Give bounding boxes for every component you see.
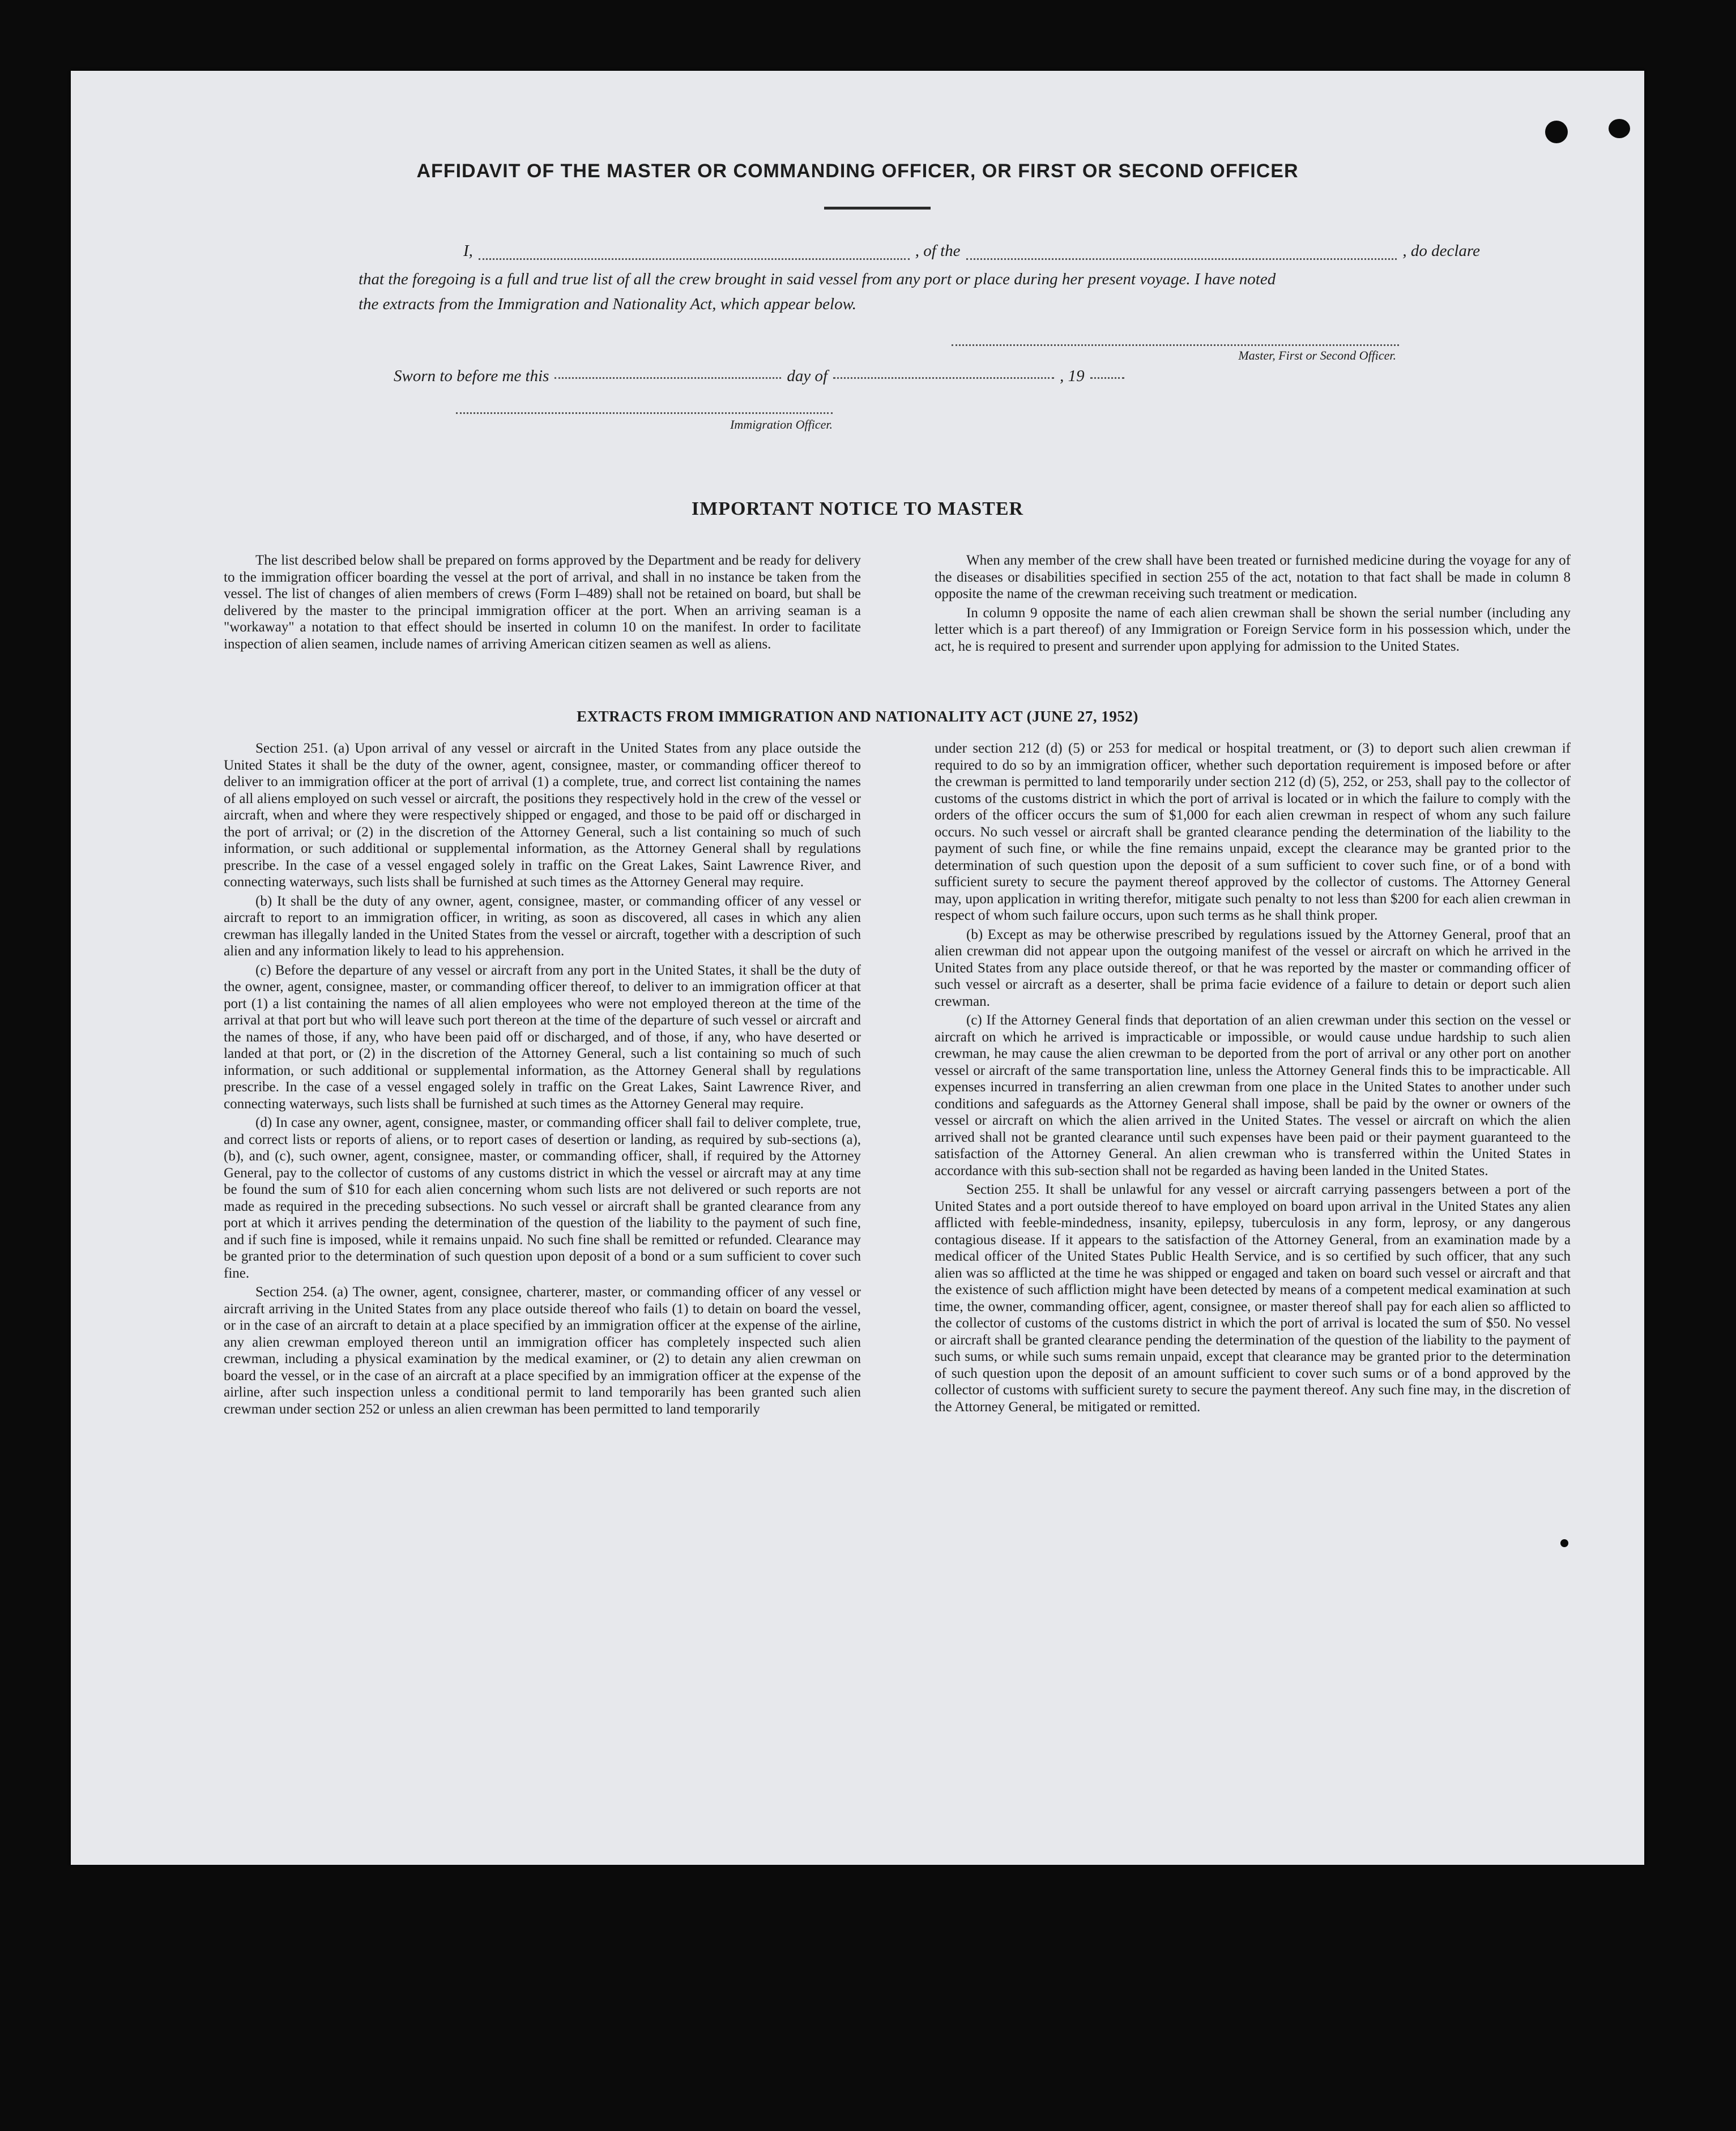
act-paragraph: (d) In case any owner, agent, consignee, master, or commanding officer shall fail to deliver complete, true, and correct lists or reports of aliens, or to report cases of desertion or landing, as required by sub-sections (a), (b), and (c), such owner, agent, consignee, master, or commanding officer, shall, if required by the Attorney General, pay to the collector of customs of any customs district in which the vessel or aircraft may at any time be found the sum of $10 for each alien concerning whom such lists are not delivered or such reports are not made as required in the preceding subsections. No such vessel or aircraft shall be granted clearance from any port at which it arrives pending the determination of the question of the liability to the payment of such fine, and if such fine is imposed, while it remains unpaid. No such fine shall be remitted or refunded. Clearance may be granted prior to the determination of such question upon deposit of a bond or a sum sufficient to cover such fine. [224, 1115, 861, 1281]
act-paragraph: Section 255. It shall be unlawful for any vessel or aircraft carrying passengers between a port of the United States and a port outside thereof to have employed on board upon arrival in the United States any alien afflicted with feeble-mindedness, insanity, epilepsy, tuberculosis in any form, leprosy, or any dangerous contagious disease. If it appears to the satisfaction of the Attorney General, from an examination made by a medical officer of the United States Public Health Service, and is so certified by such officer, that any such alien was so afflicted at the time he was shipped or engaged and taken on board such vessel or aircraft and that the existence of such affliction might have been detected by means of a competent medical examination at such time, the owner, commanding officer, agent, consignee, or master thereof shall pay for each alien so afflicted to the collector of customs of the customs district in which the port of arrival is located the sum of $50. No vessel or aircraft shall be granted clearance pending the determination of the question of the liability to the payment of such sums, or while such sums remain unpaid, except that clearance may be granted prior to the determination of such question upon the deposit of an amount sufficient to cover such sums or of a bond approved by the collector of customs with sufficient surety to secure the payment thereof. Any such fine may, in the discretion of the Attorney General, be mitigated or remitted. [935, 1182, 1571, 1415]
affidavit-title: AFFIDAVIT OF THE MASTER OR COMMANDING OFFICER, OR FIRST OR SECOND OFFICER [416, 160, 1299, 182]
sworn-day-field[interactable] [555, 377, 781, 379]
sworn-year-field[interactable] [1090, 377, 1124, 379]
ink-blot [1609, 119, 1630, 138]
notice-heading: IMPORTANT NOTICE TO MASTER [691, 498, 1024, 519]
immigration-officer-caption: Immigration Officer. [730, 417, 833, 432]
ink-speck [1560, 1539, 1568, 1547]
act-paragraph: (c) If the Attorney General finds that deportation of an alien crewman under this section on the vessel or aircraft on which he arrived is impracticable or impossible, or would cause undue hardship to such alien crewman, he may cause the alien crewman to be deported from the port of arrival or any other port on another vessel or aircraft of the same transportation line, unless the Attorney General finds this to be impracticable. All expenses incurred in transferring an alien crewman from one place in the United States to another under such conditions and safeguards as the Attorney General shall impose, shall be paid by the owner or owners of the vessel or aircraft on which the alien arrived in the United States. The vessel or aircraft on which the alien arrived shall not be granted clearance until such expenses have been paid or their payment guaranteed to the satisfaction of the Attorney General. An alien crewman who is transferred within the United States in accordance with this sub-section shall not be regarded as having been landed in the United States. [935, 1013, 1571, 1178]
ink-blot [1545, 121, 1568, 143]
declaration-block [359, 235, 1480, 317]
document-page [71, 71, 1644, 1865]
day-of-label: day of [787, 367, 828, 385]
year-prefix-label: , 19 [1060, 367, 1085, 385]
sworn-month-field[interactable] [833, 377, 1054, 379]
sworn-line [394, 367, 1255, 386]
act-paragraph: Section 251. (a) Upon arrival of any vessel or aircraft in the United States from any place outside the United States it shall be the duty of the owner, agent, consignee, master, or commanding officer thereof to deliver to an immigration officer at the port of arrival (1) a complete, true, and correct list containing the names of all aliens employed on such vessel or aircraft, the positions they respectively hold in the crew of the vessel or aircraft, when and where they were respectively shipped or engaged, and those to be paid off or discharged in the port of arrival; or (2) in the discretion of the Attorney General, such a list containing so much of such information, or such additional or supplemental information, as the Attorney General shall by regulations prescribe. In the case of a vessel engaged solely in traffic on the Great Lakes, Saint Lawrence River, and connecting waterways, such lists shall be furnished at such times as the Attorney General may require. [224, 741, 861, 890]
immigration-officer-signature-field[interactable] [456, 412, 833, 414]
do-declare-label: , do declare [1402, 242, 1480, 260]
vessel-name-field[interactable] [966, 258, 1397, 260]
notice-left-paragraph: The list described below shall be prepared on forms approved by the Department and be ready for delivery to the immigration officer boarding the vessel at the port of arrival, and shall in no instance be taken from the vessel. The list of changes of alien members of crews (Form I–489) shall not be retained on board, but shall be delivered by the master to the principal immigration officer at the port. When an arriving seaman is a "workaway" a notation to that effect should be inserted in column 10 on the manifest. In order to facilitate inspection of alien seamen, include names of arriving American citizen seamen as well as aliens. [224, 553, 861, 652]
notice-left-column [224, 552, 861, 655]
of-the-label: , of the [915, 242, 961, 260]
sworn-label: Sworn to before me this [394, 367, 549, 385]
notice-right-column [935, 552, 1571, 657]
declaration-line-1 [359, 235, 1480, 267]
act-left-column [224, 740, 861, 1420]
declaration-line-3: the extracts from the Immigration and Nationality Act, which appear below. [359, 295, 857, 313]
declarant-prefix: I, [463, 242, 473, 260]
master-signature-field[interactable] [952, 344, 1399, 346]
notice-right-paragraph-2: In column 9 opposite the name of each alien crewman shall be shown the serial number (including any letter which is a part thereof) of any Immigration or Foreign Service form in his possession which, under the act, he is required to present and surrender upon applying for admission to the United States. [935, 605, 1571, 654]
notice-right-paragraph-1: When any member of the crew shall have been treated or furnished medicine during the voyage for any of the diseases or disabilities specified in section 255 of the act, notation to that fact shall be made in column 8 opposite the name of the crewman receiving such treatment or medication. [935, 553, 1571, 601]
extracts-heading: EXTRACTS FROM IMMIGRATION AND NATIONALITY ACT (JUNE 27, 1952) [577, 708, 1138, 725]
act-paragraph: (b) Except as may be otherwise prescribed by regulations issued by the Attorney General, proof that an alien crewman did not appear upon the outgoing manifest of the vessel or aircraft on which he arrived in the United States from any place outside thereof, or that he was reported by the master or commanding officer of such vessel or aircraft as a deserter, shall be prima facie evidence of a failure to detain or deport such alien crewman. [935, 926, 1571, 1009]
act-paragraph: (c) Before the departure of any vessel or aircraft from any port in the United States, it shall be the duty of the owner, agent, consignee, master, or commanding officer thereof, to deliver to an immigration officer at that port (1) a list containing the names of all alien employees who were not employed thereon at the time of the arrival at that port but who will leave such port thereon at the time of the departure of such vessel or aircraft and the names of those, if any, who have been paid off or discharged, and of those, if any, who have deserted or landed at that port, or (2) in the discretion of the Attorney General, such a list containing so much of such information, or such additional or supplemental information, as the Attorney General shall by regulations prescribe. In the case of a vessel engaged solely in traffic on the Great Lakes, Saint Lawrence River, and connecting waterways, such lists shall be furnished at such times as the Attorney General may require. [224, 962, 861, 1112]
master-signature-caption: Master, First or Second Officer. [1238, 348, 1396, 362]
act-paragraph: Section 254. (a) The owner, agent, consignee, charterer, master, or commanding officer of any vessel or aircraft arriving in the United States from any place outside thereof who fails (1) to detain on board the vessel, or in the case of an aircraft to detain at a place specified by an immigration officer at the expense of the airline, any alien crewman employed thereon until an immigration officer has completely inspected such alien crewman, including a physical examination by the medical examiner, or (2) to detain any alien crewman on board the vessel, or in the case of an aircraft at a place specified by an immigration officer at the expense of the airline, after such inspection unless a conditional permit to land temporarily has been granted such alien crewman under section 252 or unless an alien crewman has been permitted to land temporarily [224, 1284, 861, 1417]
title-rule [824, 207, 931, 210]
declaration-line-2: that the foregoing is a full and true list of all the crew brought in said vessel from any port or place during her present voyage. I have noted [359, 270, 1276, 288]
declarant-name-field[interactable] [479, 258, 910, 260]
act-paragraph: under section 212 (d) (5) or 253 for medical or hospital treatment, or (3) to deport such alien crewman if required to do so by an immigration officer, whether such deportation requirement is imposed before or after the crewman is permitted to land temporarily under section 212 (d) (5), 252, or 253, shall pay to the collector of customs of the customs district in which the port of arrival is located or in which the failure to comply with the orders of the officer occurs the sum of $1,000 for each alien crewman in respect of whom any such failure occurs. No such vessel or aircraft shall be granted clearance pending the determination of the liability to the payment of such fine, or while the fine remains unpaid, except the clearance may be granted prior to the determination of such question upon the deposit of a sum sufficient to cover such fine, or of a bond with sufficient surety to secure the payment thereof approved by the collector of customs. The Attorney General may, upon application in writing therefor, mitigate such penalty to not less than $200 for each alien crewman in respect of whom such failure occurs, upon such terms as he shall think proper. [935, 741, 1571, 923]
act-right-column [935, 740, 1571, 1417]
act-paragraph: (b) It shall be the duty of any owner, agent, consignee, master, or commanding officer of any vessel or aircraft to report to an immigration officer, in writing, as soon as discovered, all cases in which any alien crewman has illegally landed in the United States from the vessel or aircraft, together with a description of such alien and any information likely to lead to his apprehension. [224, 893, 861, 959]
